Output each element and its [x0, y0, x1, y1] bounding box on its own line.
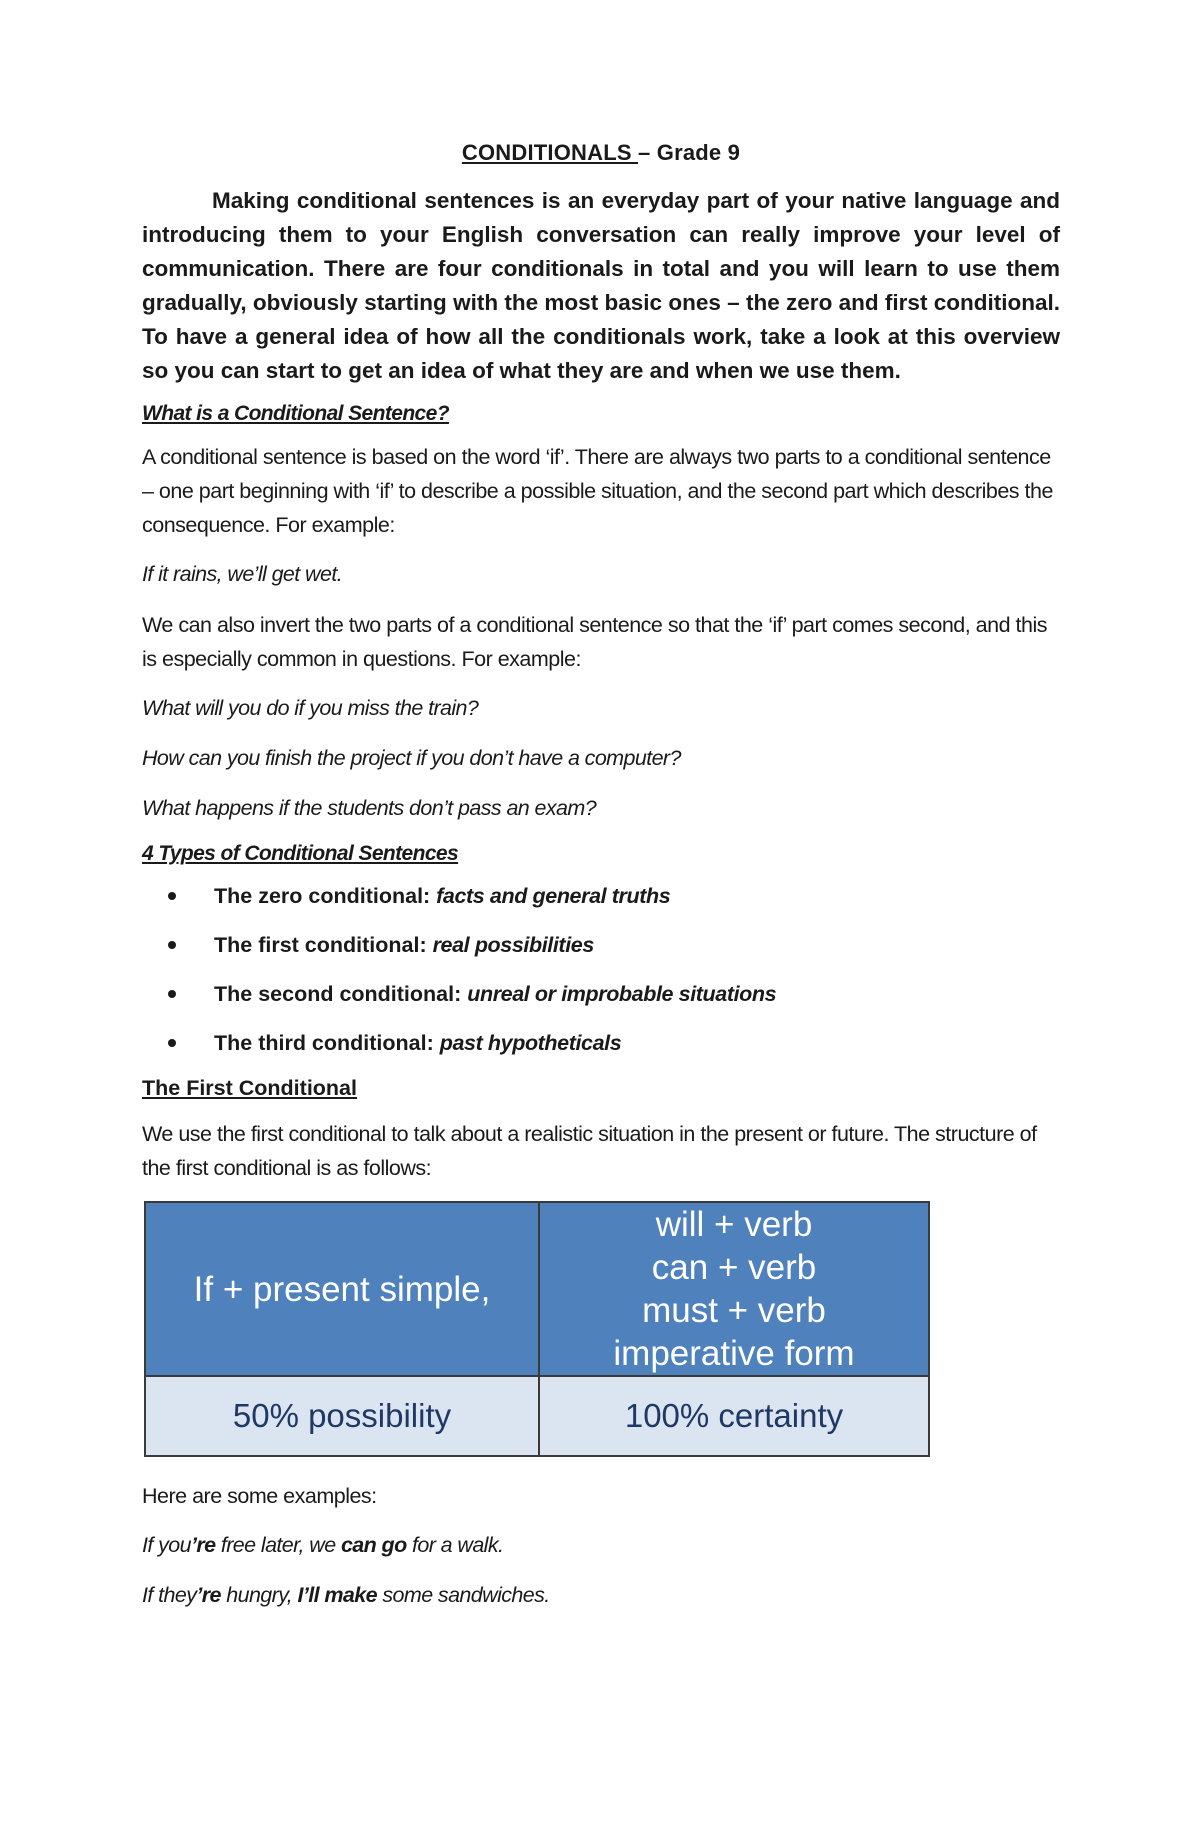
bullet-icon: [168, 990, 176, 998]
list-item-second-conditional: [142, 978, 1060, 1010]
if-clause-cell: If + present simple,: [145, 1202, 539, 1376]
example-verb: can go: [340, 1533, 407, 1557]
example-free-later: [142, 1529, 1060, 1561]
example-question-train: What will you do if you miss the train?: [142, 696, 479, 720]
type-label: The third conditional:: [214, 1031, 440, 1055]
first-conditional-paragraph: We use the first conditional to talk about a realistic situation in the present or future. The structure of the first conditional is as follows:: [142, 1122, 1037, 1180]
result-line: must + verb: [642, 1291, 826, 1330]
list-item-third-conditional: [142, 1027, 1060, 1059]
example-text: hungry,: [220, 1583, 298, 1607]
document-content: [142, 140, 1060, 1629]
heading-first-conditional: The First Conditional: [142, 1076, 357, 1100]
bullet-icon: [168, 941, 176, 949]
example-text: for a walk.: [406, 1533, 504, 1557]
intro-paragraph: Making conditional sentences is an everyday part of your native language and introducing them to your English conversation can really improve your level of communication. There are four conditionals in total and you will learn to use them gradually, obviously starting with the most basic ones – the zero and first conditional. To have a general idea of how all the conditionals work, take a look at this overview so you can start to get an idea of what they are and when we use them.: [142, 188, 1060, 383]
result-line: imperative form: [613, 1334, 855, 1373]
invert-paragraph: We can also invert the two parts of a conditional sentence so that the ‘if’ part comes second, and this is especially common in questions. For example:: [142, 613, 1047, 671]
type-description: past hypotheticals: [439, 1031, 622, 1055]
bullet-icon: [168, 892, 176, 900]
result-clause-cell: [539, 1202, 929, 1376]
heading-what-is-conditional: What is a Conditional Sentence?: [142, 402, 449, 425]
first-conditional-structure-table: [144, 1201, 930, 1457]
certainty-cell: 100% certainty: [539, 1376, 929, 1456]
result-line: can + verb: [651, 1248, 817, 1287]
bullet-icon: [168, 1039, 176, 1047]
example-text: If you: [142, 1533, 191, 1557]
type-label: The second conditional:: [214, 982, 468, 1006]
example-question-exam: What happens if the students don’t pass an exam?: [142, 796, 597, 820]
type-description: facts and general truths: [436, 884, 671, 908]
result-line: will + verb: [655, 1205, 813, 1244]
example-verb: I’ll make: [297, 1583, 377, 1607]
heading-four-types: 4 Types of Conditional Sentences: [142, 842, 459, 865]
example-text: free later, we: [215, 1533, 341, 1557]
probability-row: [145, 1376, 929, 1456]
type-label: The zero conditional:: [214, 884, 437, 908]
list-item-zero-conditional: [142, 880, 1060, 912]
examples-intro: Here are some examples:: [142, 1484, 377, 1508]
type-label: The first conditional:: [214, 933, 433, 957]
definition-paragraph: A conditional sentence is based on the word ‘if’. There are always two parts to a conditional sentence – one part beginning with ‘if’ to describe a possible situation, and the second part which describes the consequence. For example:: [142, 445, 1053, 537]
type-description: real possibilities: [432, 933, 594, 957]
example-question-project: How can you finish the project if you don’t have a computer?: [142, 746, 681, 770]
example-verb: ’re: [191, 1533, 216, 1557]
example-text: If they: [142, 1583, 197, 1607]
list-item-first-conditional: [142, 929, 1060, 961]
example-hungry: [142, 1579, 1060, 1611]
example-text: some sandwiches.: [377, 1583, 550, 1607]
document-title: [142, 140, 1060, 166]
example-verb: ’re: [196, 1583, 221, 1607]
title-underlined: CONDITIONALS: [461, 140, 639, 165]
structure-row: [145, 1202, 929, 1376]
type-description: unreal or improbable situations: [467, 982, 777, 1006]
conditional-types-list: [142, 880, 1060, 1059]
possibility-cell: 50% possibility: [145, 1376, 539, 1456]
title-grade: – Grade 9: [638, 140, 741, 165]
example-rains: If it rains, we’ll get wet.: [142, 562, 343, 586]
